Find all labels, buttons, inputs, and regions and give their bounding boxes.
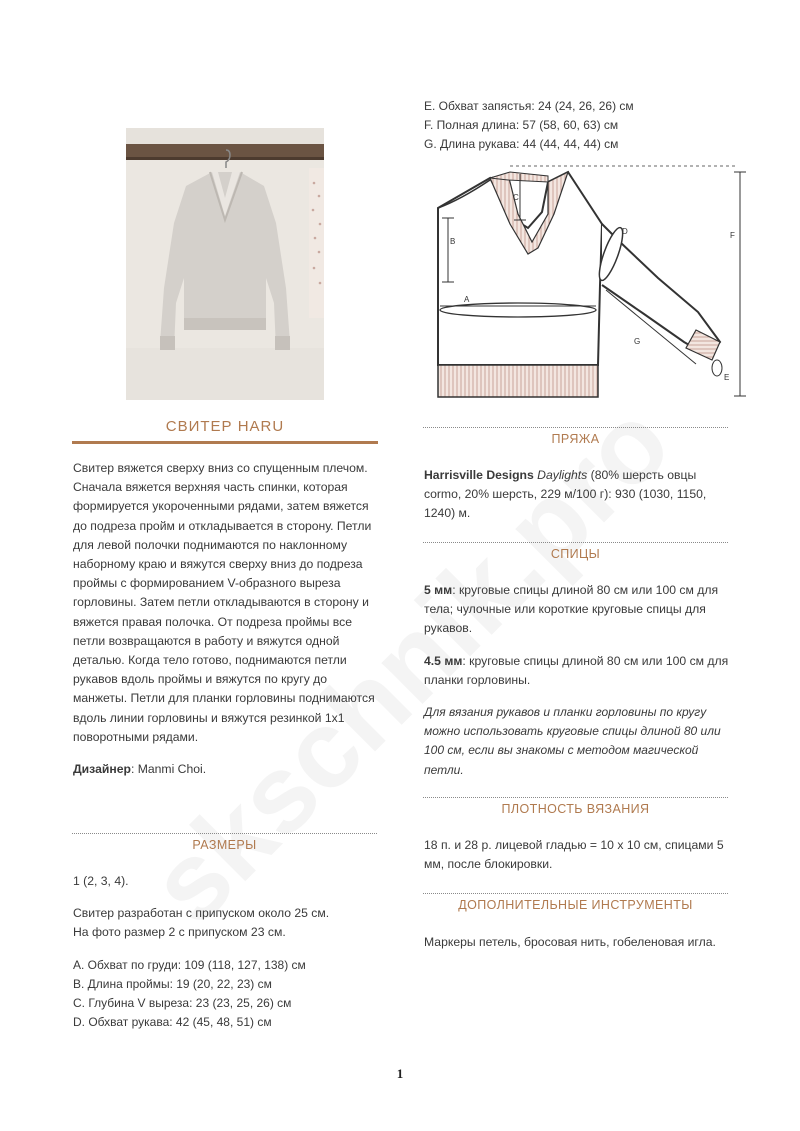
yarn-brand: Harrisville Designs [424,468,534,482]
page-title: СВИТЕР HARU [165,418,285,435]
measurement-b: B. Длина проймы: 19 (20, 22, 23) см [73,976,272,991]
measurement-f: F. Полная длина: 57 (58, 60, 63) см [424,118,619,132]
sweater-photo [126,128,324,400]
measurement-d: D. Обхват рукава: 42 (45, 48, 51) см [73,1015,272,1030]
needle-4-5mm-text: : круговые спицы длиной 80 см или 100 см для планки горловины. [424,653,729,687]
needle-5mm [424,581,734,639]
designer [73,760,383,779]
needles-note: Для вязания рукавов и планки горловины по кругу можно использовать круговые спицы длиной 80 или 100 см, если вы знакомы с методом магической петли. [424,705,721,777]
ease-line: Свитер разработан с припуском около 25 см. [73,906,330,921]
needle-5mm-size: 5 мм [424,583,453,597]
yarn-heading: ПРЯЖА [551,432,600,446]
needle-4-5mm-size: 4.5 мм [424,653,463,668]
notions-text: Маркеры петель, бросовая нить, гобеленовая игла. [424,935,716,949]
needles-section [424,581,734,793]
notions-heading: ДОПОЛНИТЕЛЬНЫЕ ИНСТРУМЕНТЫ [458,898,693,912]
ease-note [73,904,383,942]
label-b: B [450,237,456,246]
yarn-text [424,466,734,524]
gauge-text: 18 п. и 28 р. лицевой гладью = 10 х 10 см, спицами 5 мм, после блокировки. [424,838,724,872]
measurement-e: E. Обхват запястья: 24 (24, 26, 26) см [424,99,634,113]
sizes-section [73,872,383,1045]
yarn-details: (80% шерсть овцы cormo, 20% шерсть, 229 м/100 г): 930 (1030, 1150, 1240) м. [424,468,707,521]
sizes-heading: РАЗМЕРЫ [192,838,257,852]
label-c: C [513,193,519,202]
sizes-list: 1 (2, 3, 4). [73,874,129,888]
designer-label: Дизайнер [73,762,131,777]
measurement-c: C. Глубина V выреза: 23 (23, 25, 26) см [73,996,292,1011]
divider [423,797,728,798]
yarn-name: Daylights [537,468,588,482]
divider [72,833,377,834]
label-f: F [730,231,735,240]
divider [423,427,728,428]
title-underline [72,441,378,444]
measurements-continued [424,97,634,154]
gauge-heading: ПЛОТНОСТЬ ВЯЗАНИЯ [501,802,650,816]
designer-value: : Manmi Choi. [130,762,207,777]
schematic-diagram [420,160,760,410]
needle-5mm-text: : круговые спицы длиной 80 см или 100 см для тела; чулочные или короткие круговые спицы для рукавов. [424,583,719,636]
measurement-a: A. Обхват по груди: 109 (118, 127, 138) см [73,957,306,972]
label-a: A [464,295,470,304]
divider [423,542,728,543]
description: Свитер вяжется сверху вниз со спущенным плечом. Сначала вяжется верхняя часть спинки, которая формируется укороченными рядами, затем вяжется до подреза пройм и откладывается в сторону. Петли для левой полочки поднимаются по наклонному наборному краю и вяжутся сверху вниз до подреза проймы с формированием V-образного выреза горловины. Затем петли откладываются в сторону и вяжется правая полочка. От подреза проймы все петли возвращаются в работу и вяжутся одной деталью. Когда тело готово, поднимаются петли рукавов вдоль проймы и вяжутся по кругу до манжеты. Петли для планки горловины поднимаются вдоль линии горловины и вяжутся резинкой 1х1 поворотными рядами. [73,461,375,744]
label-g: G [634,337,641,346]
photo-size-line: На фото размер 2 с припуском 23 см. [73,925,286,940]
label-d: D [622,227,628,236]
needles-heading: СПИЦЫ [550,547,601,561]
left-column [73,459,383,792]
page-number: 1 [396,1066,404,1081]
label-e: E [724,373,730,382]
needle-4-5mm [424,652,734,690]
measurement-g: G. Длина рукава: 44 (44, 44, 44) см [424,137,619,151]
measurements-list [73,956,383,1033]
divider [423,893,728,894]
